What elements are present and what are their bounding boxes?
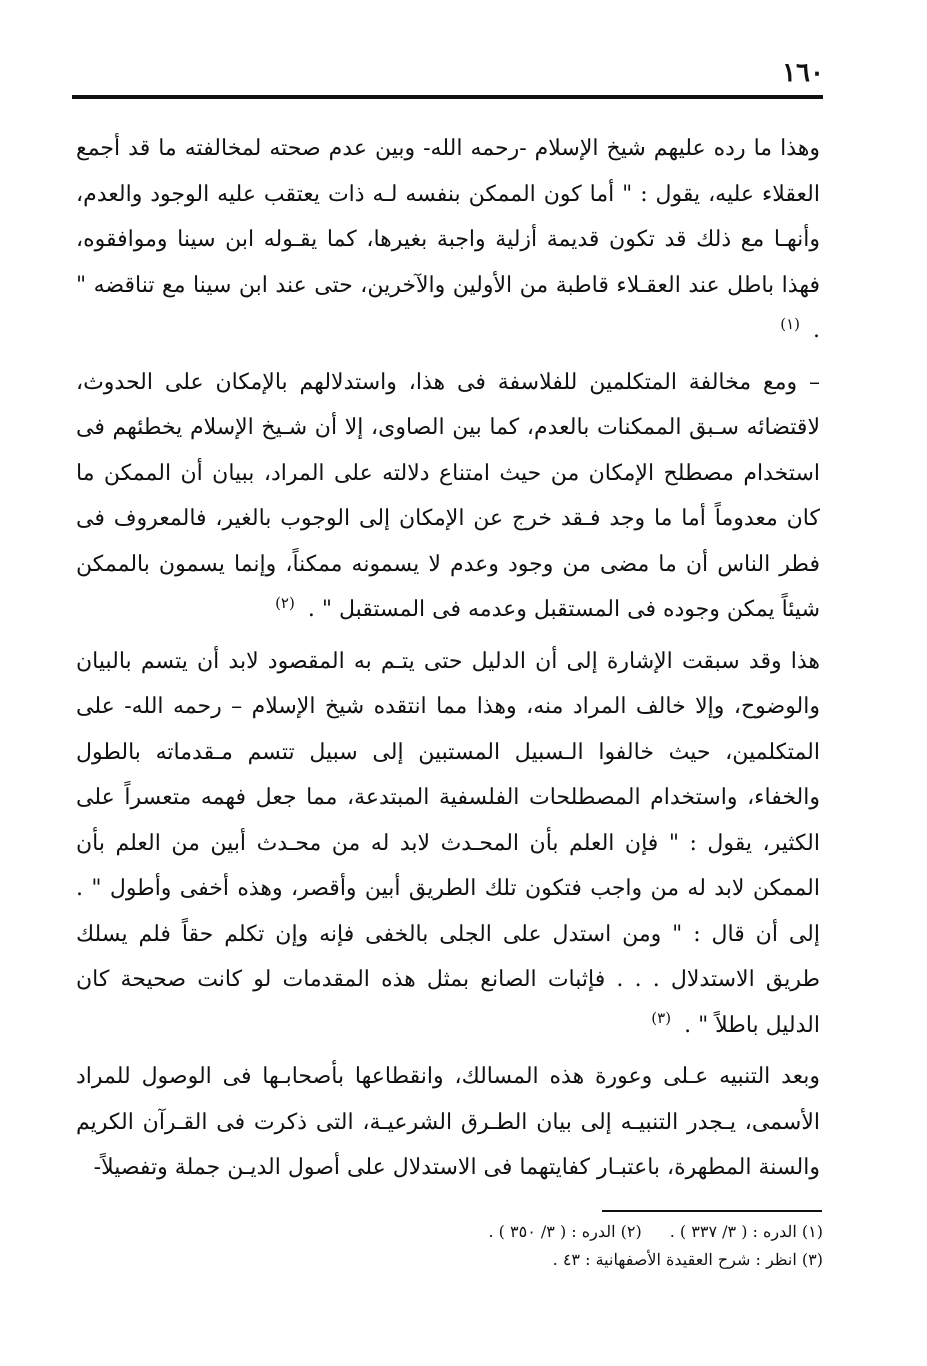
paragraph-text: هذا وقد سبقت الإشارة إلى أن الدليل حتى يتـم به المقصود لابد أن يتسم بالبيان والوضوح، وإلا خالف المراد منه، وهذا مما انتقده شيخ الإسلام – رحمه الله- على المتكلمين، حيث خالفوا الـسبيل المستبين إلى سبيل تتسم مـقدماته بالطول والخفاء، واستخدام المصطلحات الفلسفية المبتدعة، مما جعل فهمه متعسراً على الكثير، يقول : " فإن العلم بأن المحـدث لابد له من محـدث أبين من العلم بأن الممكن لابد له من واجب فتكون تلك الطريق أبين وأقصر، وهذه أخفى وأطول " . إلى أن قال : " ومن استدل على الجلى بالخفى فإنه وإن تكلم حقاً فلم يسلك طريق الاستدلال . . . فإثبات الصانع بمثل هذه المقدمات لو كانت صحيحة كان الدليل باطلاً " . <box>76 648 820 1038</box>
footnote-divider <box>602 1210 822 1212</box>
paragraph-text: وبعد التنبيه عـلى وعورة هذه المسالك، وانقطاعها بأصحابـها فى الوصول للمراد الأسمى، يـجدر التنبيـه إلى بيان الطـرق الشرعيـة، التى ذكرت فى القـرآن الكريم والسنة المطهرة، باعتبـار كفايتهما فى الاستدلال على أصول الديـن جملة وتفصيلاً- <box>76 1064 820 1180</box>
footnote-3: (٣) انظر : شرح العقيدة الأصفهانية : ٤٣ . <box>552 1250 823 1269</box>
main-text <box>76 126 820 1197</box>
paragraph-text: – ومع مخالفة المتكلمين للفلاسفة فى هذا، واستدلالهم بالإمكان على الحدوث، لاقتضائه سـبق الممكنات بالعدم، كما بين الصاوى، إلا أن شـيخ الإسلام يخطئهم فى استخدام مصطلح الإمكان من حيث امتناع دلالته على المراد، ببيان أن الممكن ما كان معدوماً أما ما وجد فـقد خرج عن الإمكان إلى الوجوب بالغير، فالمعروف فى فطر الناس أن ما مضى من وجود وعدم لا يسمونه ممكناً، وإنما يسمون بالممكن شيئاً يمكن وجوده فى المستقبل وعدمه فى المستقبل " . <box>76 369 820 622</box>
footnote-ref-1[interactable]: (١) <box>780 314 800 333</box>
paragraph-1 <box>76 126 820 354</box>
paragraph-3 <box>76 639 820 1049</box>
header-divider <box>72 95 823 99</box>
footnote-ref-2[interactable]: (٢) <box>275 593 295 612</box>
footnote-ref-3[interactable]: (٣) <box>651 1009 672 1028</box>
paragraph-4 <box>76 1054 820 1191</box>
page-number: ١٦٠ <box>782 58 824 88</box>
footnotes <box>223 1218 823 1274</box>
footnote-2: (٢) الدره : ( ٣/ ٣٥٠ ) . <box>488 1222 642 1241</box>
footnote-1: (١) الدره : ( ٣/ ٣٣٧ ) . <box>669 1222 823 1241</box>
paragraph-2 <box>76 360 820 633</box>
footnote-row <box>223 1246 823 1274</box>
footnote-row <box>223 1218 823 1246</box>
paragraph-text: وهذا ما رده عليهم شيخ الإسلام -رحمه الله- وبين عدم صحته لمخالفته ما قد أجمع العقلاء عليه، يقول : " أما كون الممكن بنفسه لـه ذات يعتقب عليه الوجود والعدم، وأنهـا مع ذلك قد تكون قديمة أزلية واجبة بغيرها، كما يقـوله ابن سينا وموافقوه، فهذا باطل عند العقـلاء قاطبة من الأولين والآخرين، حتى عند ابن سينا مع تناقضه " . <box>76 136 820 343</box>
